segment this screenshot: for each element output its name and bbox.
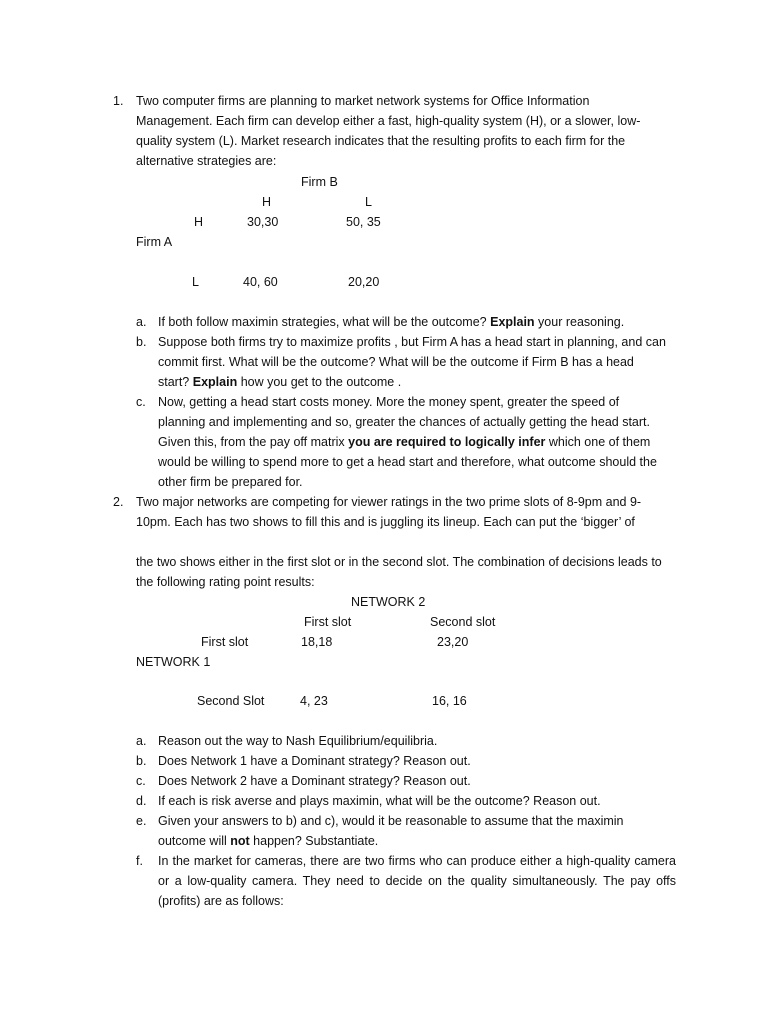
subquestion-text-line: Suppose both firms try to maximize profits , but Firm A has a head start in planning, and can [158,335,666,349]
subquestion-text-line: In the market for cameras, there are two firms who can produce either a high-quality camera [158,854,676,868]
subquestion-text-line: commit first. What will be the outcome? What will be the outcome if Firm B has a head [158,355,634,369]
subquestion-text-line: start? Explain how you get to the outcome . [158,375,402,389]
subquestion-letter: d. [136,794,147,808]
column-player-label: NETWORK 2 [351,595,426,609]
row-header-h: H [194,215,204,229]
payoff-cell: 30,30 [247,215,279,229]
question-text-line: Two computer firms are planning to market network systems for Office Information [136,94,590,108]
subquestion-a: Reason out the way to Nash Equilibrium/equilibria. [158,734,438,748]
row-header-first-slot: First slot [201,635,249,649]
question-text-line: 10pm. Each has two shows to fill this and is juggling its lineup. Each can put the ‘bigger’ of [136,515,635,529]
row-player-label: Firm A [136,235,173,249]
subquestion-text-line: Given your answers to b) and c), would it be reasonable to assume that the maximin [158,814,624,828]
subquestion-letter: f. [136,854,143,868]
question-number: 2. [113,495,124,509]
column-header-first-slot: First slot [304,615,352,629]
subquestion-text-line: Now, getting a head start costs money. More the money spent, greater the speed of [158,395,620,409]
row-header-second-slot: Second Slot [197,694,265,708]
row-player-label: NETWORK 1 [136,655,211,669]
payoff-cell: 20,20 [348,275,380,289]
subquestion-text-line: or a low-quality camera. They need to decide on the quality simultaneously. The pay offs [158,874,676,888]
payoff-cell: 4, 23 [300,694,328,708]
subquestion-text-line: (profits) are as follows: [158,894,284,908]
row-header-l: L [192,275,199,289]
subquestion-text-line: outcome will not happen? Substantiate. [158,834,379,848]
subquestion-text-line: would be willing to spend more to get a head start and therefore, what outcome should the [158,455,657,469]
question-text-line: the following rating point results: [136,575,315,589]
question-text-line: the two shows either in the first slot or in the second slot. The combination of decisions leads to [136,555,662,569]
subquestion-letter: c. [136,774,146,788]
subquestion-text-line: other firm be prepared for. [158,475,303,489]
subquestion-b: Does Network 1 have a Dominant strategy? Reason out. [158,754,471,768]
question-number: 1. [113,94,124,108]
subquestion-text-line: planning and implementing and so, greater the chances of actually getting the head start. [158,415,650,429]
subquestion-letter: b. [136,335,147,349]
payoff-cell: 18,18 [301,635,333,649]
column-header-l: L [365,195,372,209]
subquestion-letter: e. [136,814,147,828]
subquestion-text-line: Given this, from the pay off matrix you are required to logically infer which one of them [158,435,651,449]
subquestion-d: If each is risk averse and plays maximin, what will be the outcome? Reason out. [158,794,601,808]
payoff-cell: 16, 16 [432,694,467,708]
question-text-line: Two major networks are competing for viewer ratings in the two prime slots of 8-9pm and 9- [136,495,642,509]
subquestion-letter: a. [136,734,147,748]
column-header-h: H [262,195,272,209]
question-text-line: quality system (L). Market research indicates that the resulting profits to each firm for the [136,134,626,148]
subquestion-c: Does Network 2 have a Dominant strategy? Reason out. [158,774,471,788]
payoff-cell: 40, 60 [243,275,278,289]
question-text-line: Management. Each firm can develop either a fast, high-quality system (H), or a slower, low- [136,114,641,128]
payoff-cell: 50, 35 [346,215,381,229]
subquestion-letter: a. [136,315,147,329]
subquestion-letter: b. [136,754,147,768]
column-header-second-slot: Second slot [430,615,496,629]
subquestion-a: If both follow maximin strategies, what will be the outcome? Explain your reasoning. [158,315,625,329]
question-text-line: alternative strategies are: [136,154,277,168]
payoff-cell: 23,20 [437,635,469,649]
subquestion-letter: c. [136,395,146,409]
column-player-label: Firm B [301,175,338,189]
